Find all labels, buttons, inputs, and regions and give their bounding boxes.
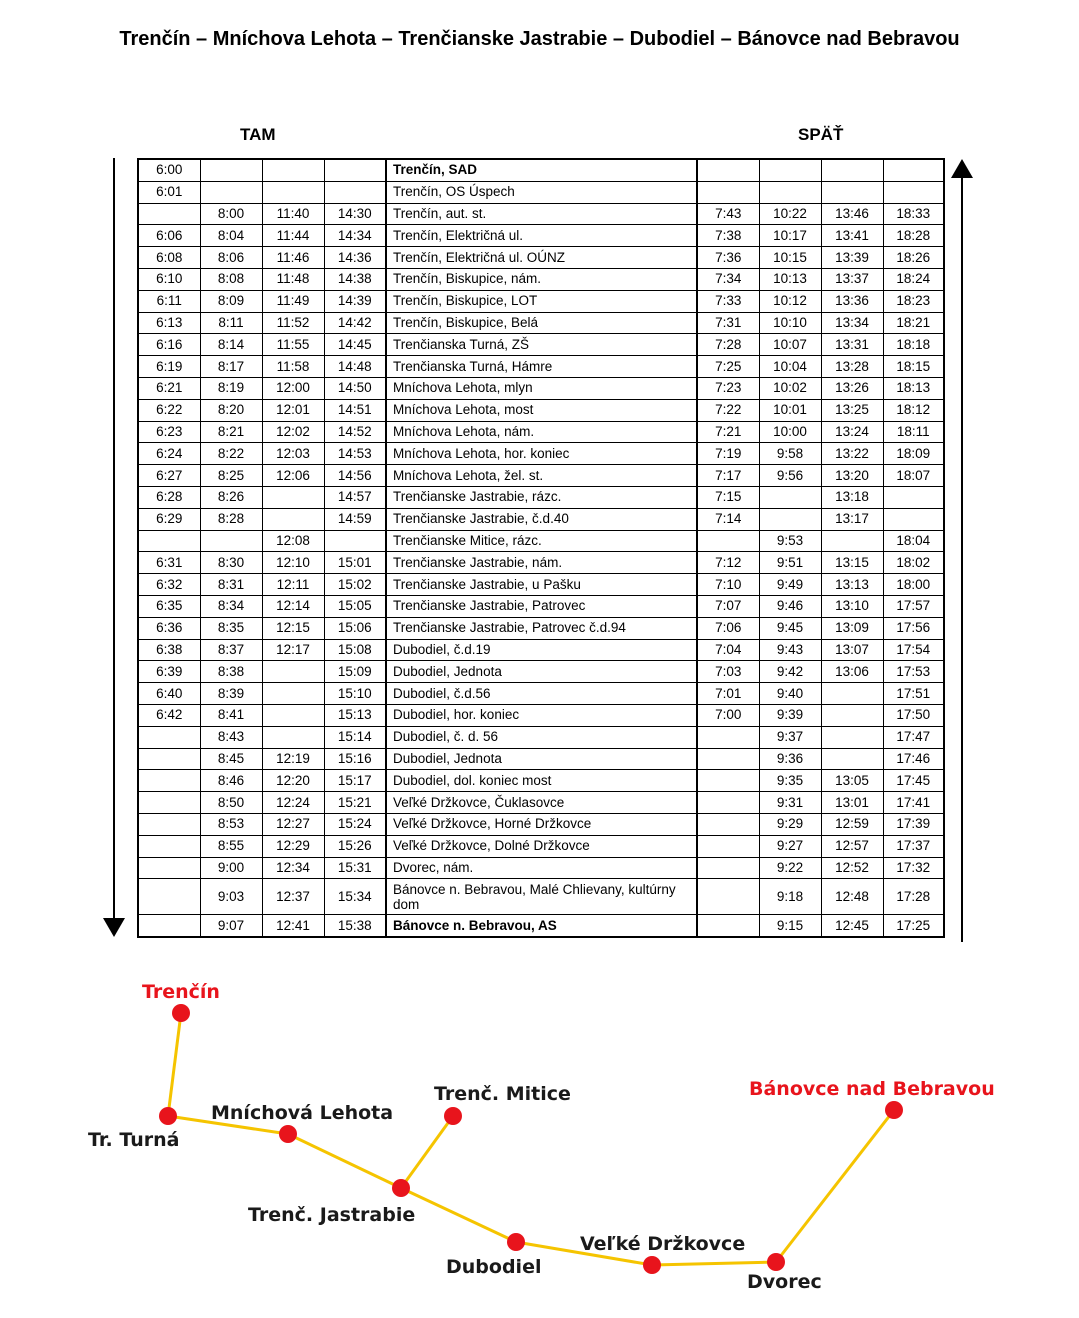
spat-time-cell: 7:23 [697,377,759,399]
spat-time-cell: 7:43 [697,203,759,225]
spat-time-cell: 13:28 [821,356,883,378]
map-stop-dot [767,1253,785,1271]
spat-time-cell: 17:56 [883,617,944,639]
spat-time-cell: 18:18 [883,334,944,356]
tam-time-cell: 12:17 [262,639,324,661]
stop-name-cell: Trenčín, aut. st. [386,203,697,225]
spat-time-cell: 17:46 [883,748,944,770]
tam-time-cell: 6:40 [138,683,200,705]
spat-time-cell: 13:07 [821,639,883,661]
tam-time-cell: 12:03 [262,443,324,465]
tam-time-cell: 12:08 [262,530,324,552]
tam-time-cell: 15:26 [324,835,386,857]
spat-time-cell: 17:39 [883,813,944,835]
tam-time-cell: 6:38 [138,639,200,661]
tam-time-cell: 15:13 [324,704,386,726]
tam-time-cell: 8:46 [200,770,262,792]
route-stops [159,1004,903,1274]
tam-time-cell: 6:22 [138,399,200,421]
tam-time-cell: 12:29 [262,835,324,857]
spat-time-cell: 13:01 [821,792,883,814]
spat-time-cell: 17:54 [883,639,944,661]
spat-time-cell: 10:17 [759,225,821,247]
spat-time-cell: 7:34 [697,268,759,290]
stop-name-cell: Bánovce n. Bebravou, Malé Chlievany, kultúrny dom [386,879,697,915]
spat-time-cell: 17:32 [883,857,944,879]
tam-time-cell: 8:20 [200,399,262,421]
tam-time-cell: 8:50 [200,792,262,814]
spat-time-cell: 18:00 [883,574,944,596]
tam-time-cell: 14:53 [324,443,386,465]
spat-time-cell: 17:47 [883,726,944,748]
spat-time-cell: 7:00 [697,704,759,726]
spat-time-cell: 18:02 [883,552,944,574]
tam-time-cell: 15:06 [324,617,386,639]
spat-time-cell: 9:29 [759,813,821,835]
spat-time-cell: 12:45 [821,915,883,937]
stop-name-cell: Trenčianska Turná, Hámre [386,356,697,378]
spat-time-cell: 10:02 [759,377,821,399]
tam-time-cell: 8:31 [200,574,262,596]
tam-time-cell: 14:52 [324,421,386,443]
tam-time-cell: 15:02 [324,574,386,596]
spat-time-cell: 9:15 [759,915,821,937]
page-title: Trenčín – Mníchova Lehota – Trenčianske Jastrabie – Dubodiel – Bánovce nad Bebravou [119,28,960,50]
stop-name-cell: Mníchova Lehota, mlyn [386,377,697,399]
tam-time-cell: 6:35 [138,595,200,617]
tam-time-cell: 8:43 [200,726,262,748]
stop-name-cell: Trenčín, OS Úspech [386,181,697,203]
spat-time-cell: 7:22 [697,399,759,421]
stop-name-cell: Bánovce n. Bebravou, AS [386,915,697,937]
tam-time-cell: 8:08 [200,268,262,290]
spat-time-cell: 9:40 [759,683,821,705]
tam-time-cell: 8:53 [200,813,262,835]
tam-time-cell: 8:25 [200,465,262,487]
tam-time-cell: 8:41 [200,704,262,726]
tam-time-cell: 14:48 [324,356,386,378]
tam-time-cell: 6:24 [138,443,200,465]
route-lines [168,1013,894,1265]
tam-time-cell: 9:03 [200,879,262,915]
spat-time-cell: 9:39 [759,704,821,726]
spat-time-cell: 13:17 [821,508,883,530]
stop-name-cell: Mníchova Lehota, žel. st. [386,465,697,487]
tam-time-cell: 6:27 [138,465,200,487]
tam-time-cell: 8:38 [200,661,262,683]
tam-time-cell: 14:50 [324,377,386,399]
tam-time-cell: 11:58 [262,356,324,378]
tam-time-cell: 8:14 [200,334,262,356]
stop-name-cell: Dubodiel, č.d.56 [386,683,697,705]
spat-time-cell: 18:09 [883,443,944,465]
spat-time-cell: 7:25 [697,356,759,378]
tam-time-cell: 8:04 [200,225,262,247]
map-stop-dot [444,1107,462,1125]
map-stop-label: Mníchová Lehota [211,1102,394,1124]
spat-time-cell: 9:53 [759,530,821,552]
map-stop-label: Dvorec [747,1271,822,1293]
spat-time-cell: 18:15 [883,356,944,378]
spat-time-cell: 18:26 [883,247,944,269]
map-stop-label: Trenč. Jastrabie [248,1204,416,1226]
spat-time-cell: 9:46 [759,595,821,617]
tam-time-cell: 11:49 [262,290,324,312]
stop-name-cell: Dubodiel, Jednota [386,661,697,683]
tam-time-cell: 15:14 [324,726,386,748]
spat-time-cell: 18:11 [883,421,944,443]
spat-time-cell: 10:12 [759,290,821,312]
tam-time-cell: 6:23 [138,421,200,443]
spat-time-cell: 13:34 [821,312,883,334]
stop-name-cell: Trenčianske Jastrabie, u Pašku [386,574,697,596]
tam-time-cell: 9:00 [200,857,262,879]
tam-time-cell: 14:34 [324,225,386,247]
route-segment [776,1110,894,1262]
spat-time-cell: 13:26 [821,377,883,399]
spat-time-cell: 7:21 [697,421,759,443]
tam-time-cell: 15:31 [324,857,386,879]
tam-time-cell: 6:08 [138,247,200,269]
map-stop-label: Bánovce nad Bebravou [749,1078,995,1100]
spat-time-cell: 17:53 [883,661,944,683]
spat-time-cell: 9:31 [759,792,821,814]
spat-time-cell: 13:31 [821,334,883,356]
tam-time-cell: 6:11 [138,290,200,312]
spat-time-cell: 13:24 [821,421,883,443]
tam-time-cell: 6:28 [138,486,200,508]
spat-time-cell: 12:48 [821,879,883,915]
spat-time-cell: 10:13 [759,268,821,290]
spat-time-cell: 9:35 [759,770,821,792]
tam-time-cell: 14:59 [324,508,386,530]
tam-time-cell: 6:16 [138,334,200,356]
spat-time-cell: 10:00 [759,421,821,443]
tam-time-cell: 11:40 [262,203,324,225]
tam-time-cell: 12:37 [262,879,324,915]
spat-time-cell: 12:57 [821,835,883,857]
tam-time-cell: 6:19 [138,356,200,378]
spat-time-cell: 7:12 [697,552,759,574]
tam-time-cell: 6:39 [138,661,200,683]
spat-time-cell: 9:27 [759,835,821,857]
tam-time-cell: 15:10 [324,683,386,705]
tam-time-cell: 14:36 [324,247,386,269]
tam-time-cell: 12:11 [262,574,324,596]
tam-time-cell: 11:48 [262,268,324,290]
spat-time-cell: 9:36 [759,748,821,770]
direction-tam-label: TAM [240,125,276,144]
spat-time-cell: 9:37 [759,726,821,748]
tam-time-cell: 14:56 [324,465,386,487]
spat-time-cell: 13:13 [821,574,883,596]
stop-name-cell: Trenčianske Jastrabie, Patrovec č.d.94 [386,617,697,639]
map-stop-dot [885,1101,903,1119]
stop-name-cell: Trenčianske Mitice, rázc. [386,530,697,552]
spat-time-cell: 9:42 [759,661,821,683]
spat-time-cell: 7:36 [697,247,759,269]
route-segment [652,1262,776,1265]
spat-time-cell: 10:10 [759,312,821,334]
tam-time-cell: 12:19 [262,748,324,770]
spat-time-cell: 7:10 [697,574,759,596]
tam-time-cell: 9:07 [200,915,262,937]
spat-time-cell: 13:09 [821,617,883,639]
tam-time-cell: 6:21 [138,377,200,399]
spat-time-cell: 13:25 [821,399,883,421]
spat-time-cell: 17:41 [883,792,944,814]
tam-time-cell: 8:34 [200,595,262,617]
tam-time-cell: 15:38 [324,915,386,937]
spat-time-cell: 7:07 [697,595,759,617]
stop-name-cell: Trenčianske Jastrabie, nám. [386,552,697,574]
tam-time-cell: 6:42 [138,704,200,726]
tam-time-cell: 15:21 [324,792,386,814]
spat-time-cell: 7:06 [697,617,759,639]
spat-time-cell: 17:50 [883,704,944,726]
tam-time-cell: 6:00 [138,159,200,181]
stop-name-cell: Veľké Držkovce, Horné Držkovce [386,813,697,835]
tam-time-cell: 8:28 [200,508,262,530]
stop-name-cell: Trenčianska Turná, ZŠ [386,334,697,356]
route-segment [168,1013,181,1116]
tam-time-cell: 6:32 [138,574,200,596]
stop-name-cell: Trenčín, Biskupice, LOT [386,290,697,312]
spat-time-cell: 7:14 [697,508,759,530]
route-segment [401,1188,516,1242]
tam-time-cell: 15:16 [324,748,386,770]
direction-spat-label: SPÄŤ [798,125,844,144]
spat-time-cell: 9:18 [759,879,821,915]
tam-time-cell: 12:24 [262,792,324,814]
map-stop-dot [172,1004,190,1022]
spat-time-cell: 12:52 [821,857,883,879]
tam-time-cell: 8:55 [200,835,262,857]
tam-time-cell: 15:01 [324,552,386,574]
spat-time-cell: 10:07 [759,334,821,356]
spat-time-cell: 13:22 [821,443,883,465]
tam-time-cell: 15:08 [324,639,386,661]
tam-time-cell: 8:11 [200,312,262,334]
map-stop-label: Trenčín [142,981,220,1003]
tam-time-cell: 15:34 [324,879,386,915]
tam-time-cell: 8:21 [200,421,262,443]
stop-name-cell: Trenčín, SAD [386,159,697,181]
tam-time-cell: 14:38 [324,268,386,290]
spat-time-cell: 7:38 [697,225,759,247]
tam-time-cell: 6:10 [138,268,200,290]
spat-time-cell: 13:05 [821,770,883,792]
map-stop-label: Veľké Držkovce [580,1233,746,1255]
spat-time-cell: 9:56 [759,465,821,487]
tam-time-cell: 8:09 [200,290,262,312]
spat-time-cell: 7:28 [697,334,759,356]
stop-name-cell: Trenčín, Biskupice, Belá [386,312,697,334]
spat-time-cell: 18:13 [883,377,944,399]
tam-time-cell: 6:36 [138,617,200,639]
spat-time-cell: 13:37 [821,268,883,290]
spat-time-cell: 7:33 [697,290,759,312]
stop-name-cell: Dubodiel, dol. koniec most [386,770,697,792]
stop-name-cell: Veľké Držkovce, Čuklasovce [386,792,697,814]
spat-time-cell: 13:20 [821,465,883,487]
tam-time-cell: 8:06 [200,247,262,269]
map-stop-dot [507,1233,525,1251]
spat-time-cell: 7:19 [697,443,759,465]
tam-time-cell: 8:37 [200,639,262,661]
stop-name-cell: Mníchova Lehota, nám. [386,421,697,443]
map-stop-dot [279,1125,297,1143]
stop-name-cell: Trenčín, Biskupice, nám. [386,268,697,290]
stop-name-cell: Trenčín, Električná ul. OÚNZ [386,247,697,269]
stop-name-cell: Trenčianske Jastrabie, Patrovec [386,595,697,617]
tam-time-cell: 8:45 [200,748,262,770]
tam-time-cell: 6:13 [138,312,200,334]
stop-name-cell: Mníchova Lehota, most [386,399,697,421]
map-stop-dot [159,1107,177,1125]
tam-time-cell: 15:05 [324,595,386,617]
tam-time-cell: 8:22 [200,443,262,465]
tam-time-cell: 8:35 [200,617,262,639]
map-stop-label: Tr. Turná [88,1129,180,1151]
tam-time-cell: 15:24 [324,813,386,835]
tam-time-cell: 8:26 [200,486,262,508]
spat-time-cell: 17:25 [883,915,944,937]
stop-name-cell: Veľké Držkovce, Dolné Držkovce [386,835,697,857]
spat-time-cell: 7:17 [697,465,759,487]
spat-time-cell: 9:43 [759,639,821,661]
tam-time-cell: 6:31 [138,552,200,574]
tam-time-cell: 8:00 [200,203,262,225]
spat-time-cell: 10:15 [759,247,821,269]
tam-time-cell: 6:06 [138,225,200,247]
tam-time-cell: 12:14 [262,595,324,617]
tam-time-cell: 11:55 [262,334,324,356]
spat-time-cell: 13:10 [821,595,883,617]
tam-time-cell: 11:46 [262,247,324,269]
tam-time-cell: 11:52 [262,312,324,334]
tam-time-cell: 14:45 [324,334,386,356]
spat-time-cell: 17:37 [883,835,944,857]
spat-time-cell: 9:51 [759,552,821,574]
spat-time-cell: 7:01 [697,683,759,705]
spat-time-cell: 18:28 [883,225,944,247]
spat-time-cell: 18:07 [883,465,944,487]
spat-time-cell: 13:39 [821,247,883,269]
spat-time-cell: 7:31 [697,312,759,334]
spat-time-cell: 7:04 [697,639,759,661]
tam-time-cell: 6:01 [138,181,200,203]
spat-time-cell: 18:24 [883,268,944,290]
tam-time-cell: 12:27 [262,813,324,835]
tam-time-cell: 14:57 [324,486,386,508]
tam-time-cell: 12:01 [262,399,324,421]
tam-time-cell: 12:00 [262,377,324,399]
tam-time-cell: 8:30 [200,552,262,574]
spat-time-cell: 17:57 [883,595,944,617]
spat-time-cell: 18:04 [883,530,944,552]
stop-name-cell: Trenčianske Jastrabie, č.d.40 [386,508,697,530]
spat-time-cell: 9:49 [759,574,821,596]
tam-time-cell: 14:39 [324,290,386,312]
stop-name-cell: Dubodiel, č.d.19 [386,639,697,661]
route-segment [288,1134,401,1188]
spat-time-cell: 17:45 [883,770,944,792]
tam-time-cell: 8:39 [200,683,262,705]
spat-time-cell: 13:15 [821,552,883,574]
tam-time-cell: 8:19 [200,377,262,399]
spat-time-cell: 17:51 [883,683,944,705]
tam-time-cell: 12:34 [262,857,324,879]
spat-time-cell: 12:59 [821,813,883,835]
spat-time-cell: 13:18 [821,486,883,508]
spat-time-cell: 7:03 [697,661,759,683]
tam-time-cell: 12:10 [262,552,324,574]
stop-name-cell: Mníchova Lehota, hor. koniec [386,443,697,465]
tam-time-cell: 14:42 [324,312,386,334]
spat-time-cell: 18:12 [883,399,944,421]
map-stop-label: Trenč. Mitice [434,1083,571,1105]
spat-time-cell: 10:22 [759,203,821,225]
spat-time-cell: 9:22 [759,857,821,879]
map-stop-dot [392,1179,410,1197]
tam-time-cell: 14:30 [324,203,386,225]
spat-time-cell: 18:21 [883,312,944,334]
tam-time-cell: 8:17 [200,356,262,378]
spat-time-cell: 7:15 [697,486,759,508]
spat-time-cell: 9:58 [759,443,821,465]
stop-name-cell: Dvorec, nám. [386,857,697,879]
stop-name-cell: Trenčín, Električná ul. [386,225,697,247]
tam-time-cell: 12:20 [262,770,324,792]
tam-time-cell: 15:17 [324,770,386,792]
tam-time-cell: 15:09 [324,661,386,683]
tam-time-cell: 12:06 [262,465,324,487]
spat-time-cell: 18:23 [883,290,944,312]
spat-time-cell: 13:41 [821,225,883,247]
stop-name-cell: Dubodiel, č. d. 56 [386,726,697,748]
map-stop-label: Dubodiel [446,1256,542,1278]
tam-time-cell: 12:02 [262,421,324,443]
tam-time-cell: 14:51 [324,399,386,421]
stop-name-cell: Dubodiel, hor. koniec [386,704,697,726]
spat-time-cell: 13:36 [821,290,883,312]
tam-time-cell: 6:29 [138,508,200,530]
tam-time-cell: 12:15 [262,617,324,639]
spat-time-cell: 9:45 [759,617,821,639]
map-stop-dot [643,1256,661,1274]
spat-time-cell: 10:01 [759,399,821,421]
stop-name-cell: Trenčianske Jastrabie, rázc. [386,486,697,508]
spat-time-cell: 18:33 [883,203,944,225]
route-segment [401,1116,453,1188]
spat-time-cell: 13:46 [821,203,883,225]
spat-time-cell: 10:04 [759,356,821,378]
spat-time-cell: 13:06 [821,661,883,683]
stop-name-cell: Dubodiel, Jednota [386,748,697,770]
tam-time-cell: 12:41 [262,915,324,937]
spat-time-cell: 17:28 [883,879,944,915]
tam-time-cell: 11:44 [262,225,324,247]
